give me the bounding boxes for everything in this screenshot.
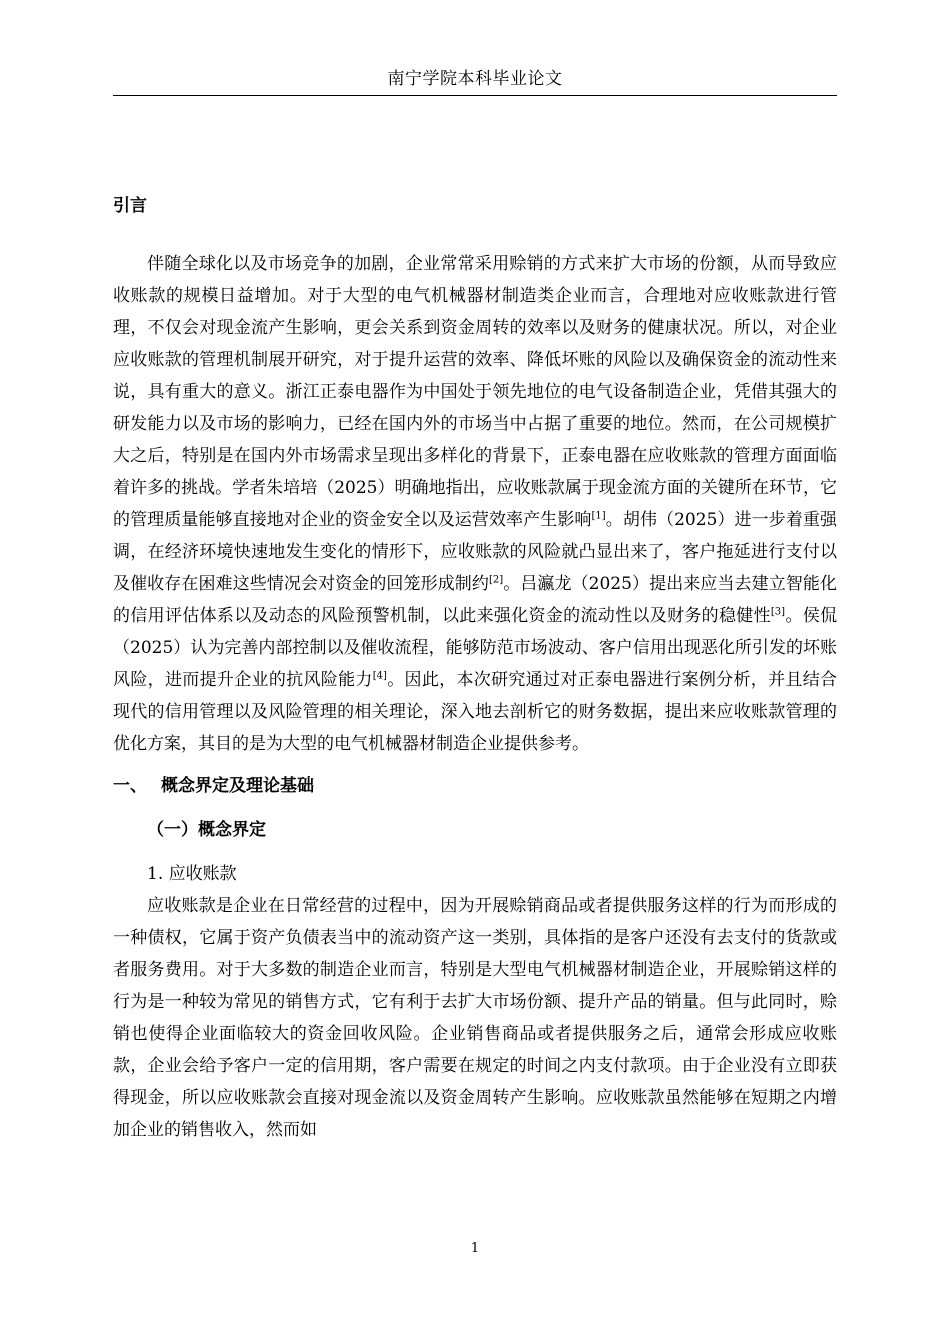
intro-text-part-d: 。侯侃（2025）认为完善内部控制以及催收流程，能够防范市场波动、客户信用出现恶化所引发的坏账风险，进而提升企业的抗风险能力: [113, 606, 838, 690]
intro-text-part-b: 。胡伟（2025）进一步着重强调，在经济环境快速地发生变化的情形下，应收账款的风险就凸显出来了，客户拖延进行支付以及催收存在困难这些情况会对资金的回笼形成制约: [113, 510, 838, 594]
section-1-number: 一、: [113, 776, 147, 796]
intro-text-part-e: 。因此，本次研究通过对正泰电器进行案例分析，并且结合现代的信用管理以及风险管理的相关理论，深入地去剖析它的财务数据，提出来应收账款管理的优化方案，其目的是为大型的电气机械器材制造企业提供参考。: [113, 670, 838, 754]
intro-text-part-c: 。吕瀛龙（2025）提出来应当去建立智能化的信用评估体系以及动态的风险预警机制，以此来强化资金的流动性以及财务的稳健性: [113, 574, 838, 626]
body-content: [113, 190, 837, 1146]
intro-paragraph: [113, 248, 837, 760]
item-1-heading: 1. 应收账款: [147, 864, 237, 884]
intro-text-part-a: 伴随全球化以及市场竞争的加剧，企业常常采用赊销的方式来扩大市场的份额，从而导致应收账款的规模日益增加。对于大型的电气机械器材制造类企业而言，合理地对应收账款进行管理，不仅会对现金流产生影响，更会关系到资金周转的效率以及财务的健康状况。所以，对企业应收账款的管理机制展开研究，对于提升运营的效率、降低坏账的风险以及确保资金的流动性来说，具有重大的意义。浙江正泰电器作为中国处于领先地位的电气设备制造企业，凭借其强大的研发能力以及市场的影响力，已经在国内外的市场当中占据了重要的地位。然而，在公司规模扩大之后，特别是在国内外市场需求呈现出多样化的背景下，正泰电器在应收账款的管理方面面临着许多的挑战。学者朱培培（2025）明确地指出，应收账款属于现金流方面的关键所在环节，它的管理质量能够直接地对企业的资金安全以及运营效率产生影响: [113, 254, 837, 530]
citation-4: [4]: [372, 670, 387, 682]
citation-1: [1]: [591, 510, 606, 522]
page-number: 1: [470, 1241, 480, 1256]
subsection-1-heading: （一）概念界定: [147, 820, 266, 840]
section-1-heading: [113, 770, 837, 802]
citation-3: [3]: [770, 606, 786, 618]
citation-2: [2]: [488, 574, 504, 586]
intro-heading: 引言: [113, 196, 147, 216]
running-header: 南宁学院本科毕业论文: [387, 69, 563, 89]
item-1-paragraph: 应收账款是企业在日常经营的过程中，因为开展赊销商品或者提供服务这样的行为而形成的一种债权，它属于资产负债表当中的流动资产这一类别，具体指的是客户还没有去支付的货款或者服务费用。对于大多数的制造企业而言，特别是大型电气机械器材制造企业，开展赊销这样的行为是一种较为常见的销售方式，它有利于去扩大市场份额、提升产品的销量。但与此同时，赊销也使得企业面临较大的资金回收风险。企业销售商品或者提供服务之后，通常会形成应收账款，企业会给予客户一定的信用期，客户需要在规定的时间之内支付款项。由于企业没有立即获得现金，所以应收账款会直接对现金流以及资金周转产生影响。应收账款虽然能够在短期之内增加企业的销售收入，然而如: [113, 896, 837, 1140]
section-1-title: 概念界定及理论基础: [161, 776, 314, 796]
header-rule: [113, 95, 837, 96]
